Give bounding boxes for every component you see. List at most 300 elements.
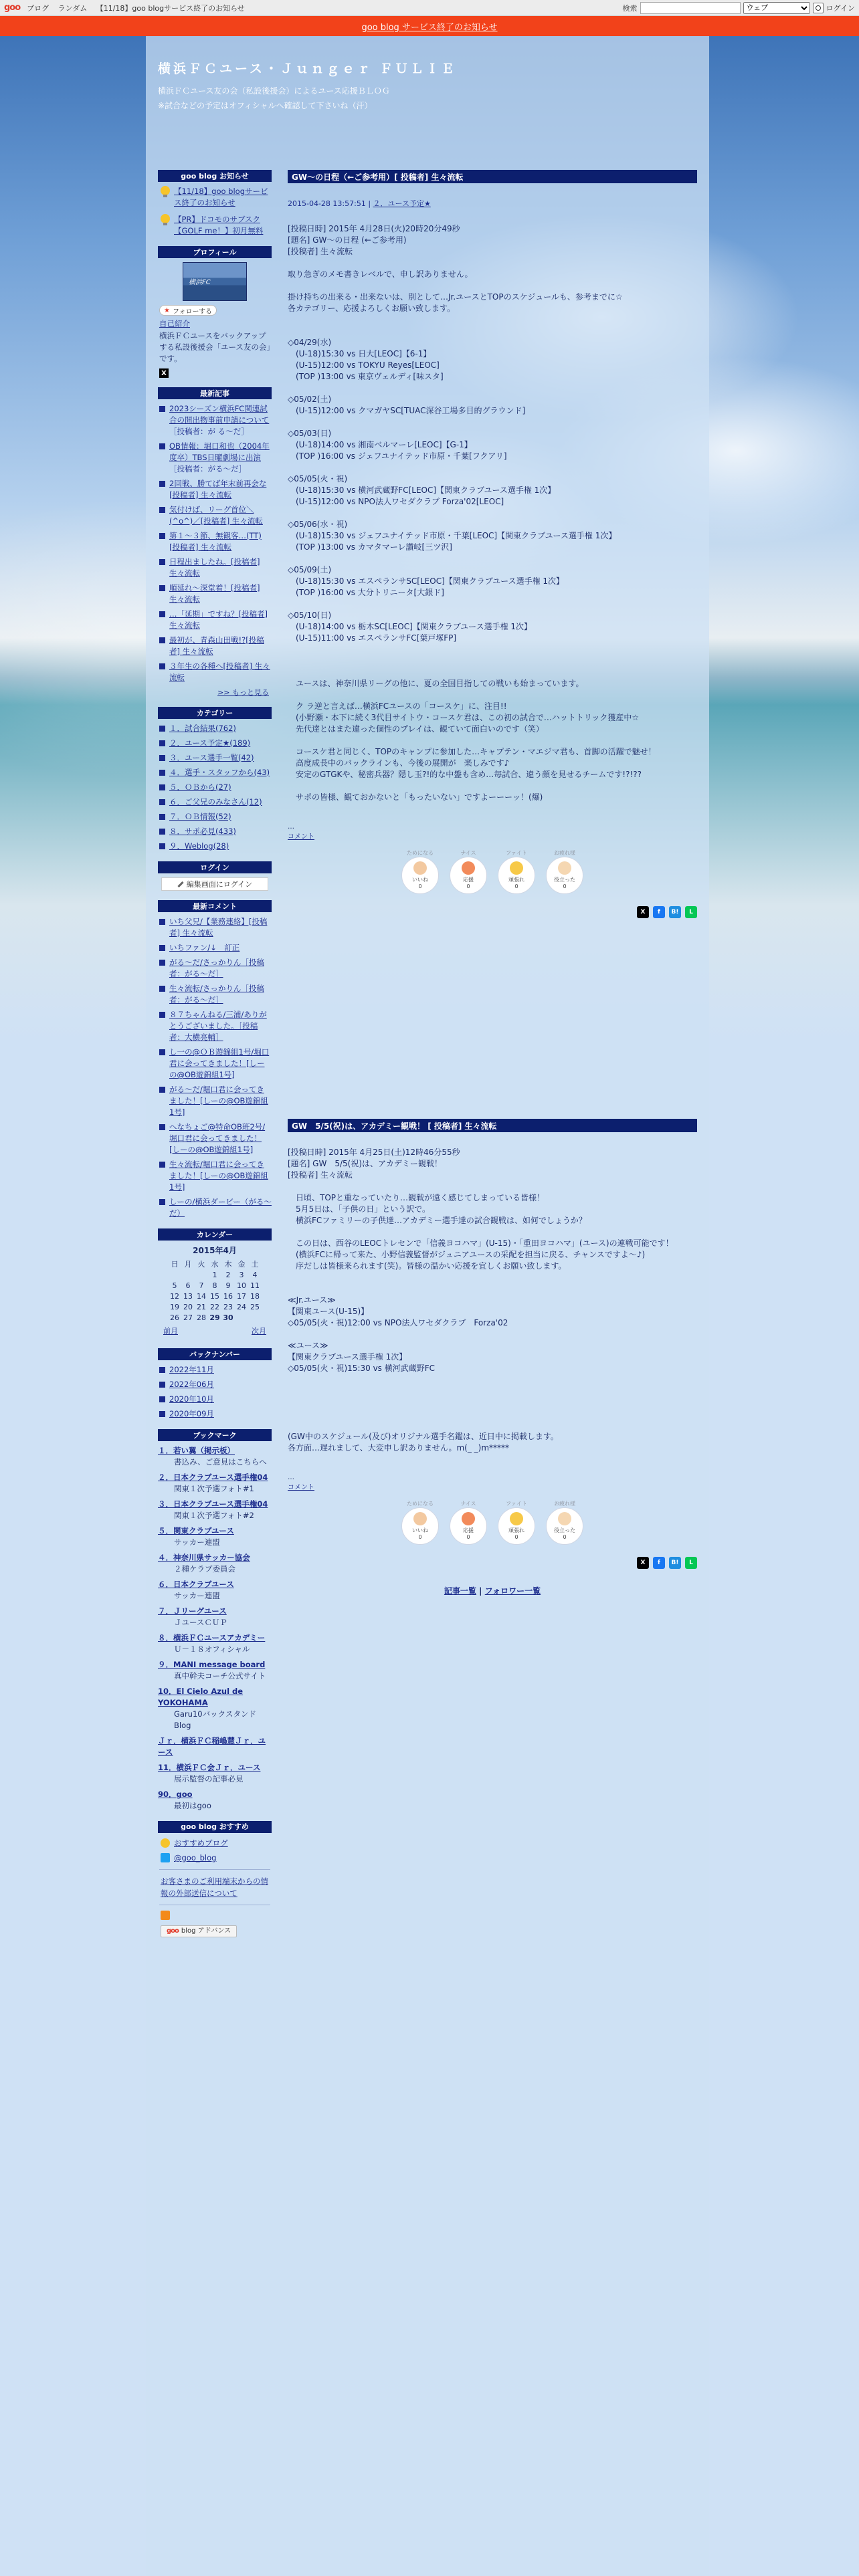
calendar-day: 23	[223, 1302, 233, 1311]
calendar-weekday: 土	[251, 1260, 259, 1269]
calendar-day: 19	[170, 1302, 179, 1311]
bookmark-desc: 最初はgoo	[174, 1801, 211, 1810]
comment-link[interactable]: ８７ちゃんねる/三浦/ありがとうございました。［投稿者：大横亮輔］	[169, 1010, 267, 1042]
thumbs-up-icon	[413, 861, 427, 875]
reaction-label: 応援	[463, 877, 474, 883]
calendar-day: 18	[250, 1291, 260, 1301]
calendar-day: 15	[210, 1291, 219, 1301]
recent-post-poster: ［投稿者：がる〜だ］	[169, 464, 246, 473]
square-bullet-icon	[159, 1049, 165, 1055]
bookmark-desc: 関東１次予選フォト#1	[174, 1484, 254, 1493]
reaction-buttons	[288, 850, 697, 894]
calendar-week	[168, 1280, 262, 1291]
megaphone-icon	[462, 861, 475, 875]
calendar-day: 25	[250, 1302, 260, 1311]
calendar-day	[168, 1269, 181, 1280]
calendar-day: 22	[210, 1302, 219, 1311]
rss-icon[interactable]	[161, 1911, 170, 1920]
entry-title[interactable]: GW〜の日程（←ご参考用）[ 投稿者] 生々流転	[288, 170, 697, 183]
entry-footer-dots: …	[288, 823, 294, 831]
bookmark-list	[158, 1445, 272, 1812]
goo-logo-small: goo	[167, 1927, 179, 1935]
calendar-day: 8	[212, 1281, 217, 1290]
goo-recommend-box	[158, 1821, 272, 1937]
backnumber-list	[158, 1364, 272, 1420]
comment-item	[158, 1121, 272, 1156]
square-bullet-icon	[159, 1367, 165, 1373]
square-bullet-icon	[159, 829, 165, 835]
calendar-week	[168, 1312, 262, 1323]
square-bullet-icon	[159, 919, 165, 925]
follower-list-link[interactable]: フォロワー一覧	[484, 1586, 541, 1596]
recent-post-link[interactable]: ３年生の各種ヘ[投稿者] 生々流転	[169, 661, 270, 682]
reaction-hint: お疲れ様	[554, 1501, 575, 1507]
square-bullet-icon	[159, 755, 165, 761]
calendar-day	[248, 1312, 262, 1323]
entry-footer	[288, 823, 697, 841]
square-bullet-icon	[159, 1124, 165, 1130]
star-icon: ★	[164, 306, 170, 314]
square-bullet-icon	[159, 611, 165, 617]
calendar-day: 11	[250, 1281, 260, 1290]
backnumber-heading: バックナンバー	[158, 1348, 272, 1360]
calendar-day: 26	[170, 1313, 179, 1322]
square-bullet-icon	[159, 406, 165, 412]
entry-category-link[interactable]: ２．ユース予定★	[373, 199, 431, 208]
bookmark-link[interactable]: ９．MANI message board	[158, 1660, 266, 1669]
smile-face-icon	[510, 1512, 523, 1525]
profile-heading: プロフィール	[158, 246, 272, 258]
square-bullet-icon	[159, 585, 165, 591]
lightbulb-icon	[161, 214, 170, 223]
reaction-label: 応援	[463, 1527, 474, 1533]
clap-icon	[558, 861, 571, 875]
entry-date: 2015-04-28 13:57:51	[288, 199, 366, 208]
bookmark-desc: 関東１次予選フォト#2	[174, 1511, 254, 1520]
search-label: 検索	[622, 3, 638, 13]
goo-recommend-heading: goo blog おすすめ	[158, 1821, 272, 1833]
recent-post-item	[158, 504, 272, 527]
reaction-like-button[interactable]	[401, 850, 439, 894]
bookmark-desc: サッカー連盟	[174, 1591, 220, 1600]
goo-news-item	[161, 186, 272, 209]
thumbs-up-icon	[413, 1512, 427, 1525]
goo-news-heading: goo blog お知らせ	[158, 170, 272, 182]
category-link[interactable]: ９．Weblog(28)	[169, 841, 229, 851]
bookmark-box	[158, 1429, 272, 1812]
profile-name[interactable]: 自己紹介	[159, 319, 190, 328]
square-bullet-icon	[159, 843, 165, 849]
profile-image[interactable]	[183, 262, 247, 301]
bookmark-desc: 書込み、ご意見はこちらへ	[174, 1457, 267, 1467]
square-bullet-icon	[159, 770, 165, 776]
profile-text: 横浜ＦＣユースをバックアップする私設後援会「ユース友の会」です。	[159, 331, 271, 363]
bookmark-item	[158, 1525, 272, 1548]
bookmark-link[interactable]: ６．日本クラブユース	[158, 1580, 234, 1589]
entry-meta: 2015-04-28 13:57:51 | ２．ユース予定★	[288, 199, 431, 208]
topbar-search	[623, 2, 855, 14]
square-bullet-icon	[159, 637, 165, 643]
lightbulb-icon	[161, 186, 170, 195]
recommend-blog-link[interactable]: おすすめブログ	[174, 1838, 228, 1848]
bookmark-desc: サッカー連盟	[174, 1537, 220, 1547]
hatena-share-icon[interactable]: B!	[669, 906, 681, 918]
bookmark-item	[158, 1632, 272, 1655]
recent-comments-list	[158, 916, 272, 1219]
recent-posts-list	[158, 403, 272, 683]
calendar-day: 7	[199, 1281, 204, 1290]
calendar-day: 21	[197, 1302, 206, 1311]
facebook-share-icon[interactable]: f	[653, 906, 665, 918]
bookmark-item	[158, 1606, 272, 1628]
reaction-count: 0	[514, 883, 518, 889]
calendar-nav	[158, 1323, 272, 1339]
reaction-count: 0	[563, 883, 567, 889]
recent-post-item	[158, 635, 272, 657]
recent-post-item	[158, 661, 272, 683]
calendar-weekday: 金	[237, 1260, 246, 1269]
smile-face-icon	[510, 861, 523, 875]
bookmark-desc: 展示監督の記事必見	[174, 1774, 244, 1784]
recent-post-link[interactable]: 2023シーズン横浜FC関連試合の開出物事前申請について	[169, 404, 270, 425]
blog-entry	[288, 1119, 697, 1569]
topbar-nav	[27, 3, 252, 13]
x-logo-icon[interactable]: X	[159, 368, 169, 378]
reaction-like-button[interactable]	[401, 1501, 439, 1545]
comment-link[interactable]: 生々流転/堀口君に会ってきました！[しーの@OB遊錦組1号]	[169, 1160, 268, 1192]
square-bullet-icon	[159, 1199, 165, 1205]
comment-link[interactable]: がる〜だ/堀口君に会ってきました！[しーの@OB遊錦組1号]	[169, 1085, 268, 1117]
calendar-week	[168, 1291, 262, 1301]
calendar-prev-link[interactable]: 前月	[163, 1327, 178, 1335]
reaction-label: 役立った	[554, 877, 575, 883]
category-item	[158, 841, 272, 852]
calendar-day: 12	[170, 1291, 179, 1301]
category-link[interactable]: ７．ＯＢ情報(52)	[169, 812, 231, 821]
comment-item	[158, 1009, 272, 1043]
topbar-nav-blog[interactable]: ブログ	[27, 3, 50, 13]
reaction-count: 0	[563, 1534, 567, 1540]
reaction-cheer-button[interactable]	[450, 1501, 487, 1545]
reaction-buttons	[288, 1501, 697, 1545]
reaction-cheer-button[interactable]	[450, 850, 487, 894]
recent-post-link[interactable]: 気付けば、リーグ首位＼(^o^)／[投稿者] 生々流転	[169, 505, 263, 526]
reaction-hint: ファイト	[506, 850, 527, 856]
calendar-day: 28	[197, 1313, 206, 1322]
calendar-weekday-row	[168, 1259, 262, 1269]
bookmark-link[interactable]: ５．関東クラブユース	[158, 1526, 234, 1535]
backnumber-box	[158, 1348, 272, 1420]
recent-posts-heading: 最新記事	[158, 387, 272, 399]
reaction-fight-button[interactable]	[498, 1501, 535, 1545]
hatena-share-icon[interactable]: B!	[669, 1557, 681, 1569]
recommend-divider	[159, 1869, 270, 1870]
bookmark-desc: ２種ケラブ委員会	[174, 1564, 235, 1574]
calendar-day: 1	[212, 1270, 217, 1279]
search-input[interactable]	[640, 2, 741, 14]
main-content	[288, 170, 697, 1596]
bookmark-desc: Ｕ－１８オフィシャル	[174, 1644, 250, 1654]
editor-login-label: 編集画面にログイン	[186, 880, 253, 889]
calendar-day: 13	[183, 1291, 193, 1301]
calendar-day: 16	[223, 1291, 233, 1301]
bookmark-item	[158, 1686, 272, 1731]
calendar-weekday: 日	[171, 1260, 179, 1269]
bookmark-link[interactable]: ８．横浜ＦＣユースアカデミー	[158, 1633, 266, 1642]
editor-login-button[interactable]	[161, 877, 268, 891]
recent-post-poster: ［投稿者：が る〜だ］	[169, 427, 249, 436]
recent-post-item	[158, 609, 272, 631]
reaction-hint: ためになる	[407, 850, 434, 856]
category-item	[158, 738, 272, 749]
category-item	[158, 811, 272, 823]
recent-post-item	[158, 582, 272, 605]
bookmark-link[interactable]: ７．Ｊリーグユース	[158, 1606, 227, 1616]
square-bullet-icon	[159, 740, 165, 746]
reaction-fight-button[interactable]	[498, 850, 535, 894]
entry-list-link[interactable]: 記事一覧	[444, 1586, 476, 1596]
entry-body: [投稿日時] 2015年 4月28日(火)20時20分49秒 [題名] GW〜の日程 (←ご参考用) [投稿者] 生々流転 取り急ぎのメモ書きレベルで、申し訳ありません。 掛け持ちの出来る・出来ないは、別として…Jr.ユースとTOPのスケジュールも、参考までに☆ 各カテゴリー、応援よろしくお願い致します。 ◇04/29(水) (U-18)15:30 vs 日大[LEOC]【6-1】 (U-15)12:00 vs TOKYU Reyes[LEOC] (TOP )13:00 vs 東京ヴェルディ[味スタ] ◇05/02(土) (U-15)12:00 vs クマガヤSC[TUAC深谷工場多目的グラウンド] ◇05/03(日) (U-18)14:00 vs 湘南ベルマーレ[LEOC]【G-1】 (TOP )16:00 vs ジェフユナイテッド市原・千葉[フクアリ] ◇05/05(火・祝) (U-18)15:30 vs 横河武蔵野FC[LEOC]【関東クラブユース選手権 1次】 (U-15)12:00 vs NPO法人ワセダクラブ Forza'02[LEOC] ◇05/06(水・祝) (U-18)15:30 vs ジェフユナイテッド市原・千葉[LEOC]【関東クラブユース選手権 1次】 (TOP )13:00 vs カマタマーレ讃岐[三ツ沢] ◇05/09(土) (U-18)15:30 vs エスペランサSC[LEOC]【関東クラブユース選手権 1次】 (TOP )16:00 vs 大分トリニータ[大銀ド] ◇05/10(日) (U-18)14:00 vs 栃木SC[LEOC]【関東クラブユース選手権 1次】 (U-15)11:00 vs エスペランサFC[葉戸塚FP] ユースは、神奈川県リーグの他に、夏の全国目指しての戦いも始まっています。 ク ラ逆と言えば…横浜FCユースの「コースケ」に、注目!! (小野瀬・本下に続く3代目サイトウ・コースケ君は、この初の試合で…ハットトリック獲産中☆ 先代達とはまた違った個性のプレイは、観ていて面白いのです（笑） コースケ君と同じく、TOPのキャンプに参加した…キャプテン・マエジマ君も、首脚の活躍で魅せ！ 高度成長中のバックラインも、今後の展開が 楽しみです♪ 安定のGTGKや、秘密兵器？隠し玉?!的な中盤も含め…毎試合、違う顔を見せるチームです!?!?? サポの皆様、観ておかないと「もったいない」ですよーーーッ！(爆)	[288, 224, 656, 802]
bookmark-item	[158, 1659, 272, 1682]
bookmark-item	[158, 1579, 272, 1602]
calendar-week	[168, 1301, 262, 1312]
comment-link[interactable]: へなちょご@特命OB班2号/堀口君に会ってきました！[しーの@OB遊錦組1号]	[169, 1122, 266, 1154]
blog-description	[158, 84, 457, 113]
recent-more-link[interactable]: >> もっと見る	[217, 688, 269, 697]
backnumber-link[interactable]: 2022年11月	[169, 1365, 214, 1374]
calendar-day: 20	[183, 1302, 193, 1311]
square-bullet-icon	[159, 533, 165, 539]
entry-footer	[288, 1474, 697, 1491]
comment-item	[158, 942, 272, 954]
bookmark-link[interactable]: 90．goo	[158, 1790, 193, 1799]
goo-news-box	[158, 170, 272, 237]
bookmark-item	[158, 1735, 272, 1758]
category-link[interactable]: ６．ご父兄のみなさん(12)	[169, 797, 262, 807]
category-item	[158, 723, 272, 734]
calendar-day: 3	[239, 1270, 244, 1279]
square-bullet-icon	[159, 784, 165, 790]
comment-item	[158, 1084, 272, 1118]
calendar-day: 17	[237, 1291, 246, 1301]
recommend-twitter-row	[161, 1852, 272, 1864]
reaction-hint: ためになる	[407, 1501, 434, 1507]
calendar-day: 27	[183, 1313, 193, 1322]
facebook-share-icon[interactable]: f	[653, 1557, 665, 1569]
goo-blog-advance-button[interactable]	[161, 1925, 237, 1937]
comment-item	[158, 1196, 272, 1219]
profile-box	[158, 246, 272, 378]
square-bullet-icon	[159, 1012, 165, 1018]
category-link[interactable]: １．試合結果(762)	[169, 724, 236, 733]
line-share-icon[interactable]: L	[685, 1557, 697, 1569]
twitter-icon	[161, 1853, 170, 1862]
calendar-grid	[168, 1259, 262, 1323]
pager	[288, 1585, 697, 1596]
square-bullet-icon	[159, 945, 165, 951]
reaction-label: 頑張れ	[508, 877, 524, 883]
external-transmission-link[interactable]: お客さまのご利用端末からの情報の外部送信について	[161, 1876, 268, 1898]
search-icon[interactable]	[813, 3, 824, 13]
comment-link[interactable]: しーの/横浜ダービー（がる〜だ）	[169, 1197, 272, 1218]
login-box	[158, 861, 272, 891]
reaction-count: 0	[418, 883, 422, 889]
x-share-icon[interactable]: X	[637, 1557, 649, 1569]
backnumber-item	[158, 1364, 272, 1376]
bookmark-link[interactable]: 10．El Cielo Azul de YOKOHAMA	[158, 1687, 244, 1707]
follow-button[interactable]	[159, 305, 217, 316]
bookmark-item	[158, 1789, 272, 1812]
entry-comment-link[interactable]: コメント	[288, 833, 314, 841]
entry-body: [投稿日時] 2015年 4月25日(土)12時46分55秒 [題名] GW 5/5(祝)は、アカデミー観戦！ [投稿者] 生々流転 日頃、TOPと重なっていたり…観戦が遠く感じてしまっている皆様！ 5月5日は、「子供の日」という訳で。 横浜FCファミリーの子供達…アカデミー選手達の試合観戦は、如何でしょうか？ この日は、西谷のLEOCトレセンで「信義ヨコハマ」(U-15)・「重田ヨコハマ」(ユース)の連戦可能です！ (横浜FCに帰って来た、小野信義監督がジュニアユースの采配を担当に戻る、チャンスですよ〜♪) 序だしは皆様来られます(笑)。皆様の温かい応援を宜しくお願い致します。 ≪Jr.ユース≫ 【関東ユース(U-15)】 ◇05/05(火・祝)12:00 vs NPO法人ワセダクラブ Forza'02 ≪ユース≫ 【関東クラブユース選手権 1次】 ◇05/05(火・祝)15:30 vs 横河武蔵野FC (GW中のスケジュール(及び)オリジナル選手名鑑は、近日中に掲載します。 各方面…遅れまして、大変申し訳ありません。m(_ _)m*****	[288, 1148, 674, 1453]
square-bullet-icon	[159, 799, 165, 805]
line-share-icon[interactable]: L	[685, 906, 697, 918]
square-bullet-icon	[159, 559, 165, 565]
category-list	[158, 723, 272, 852]
calendar-day	[181, 1269, 195, 1280]
calendar-day: 24	[237, 1302, 246, 1311]
comment-item	[158, 983, 272, 1006]
pencil-icon	[177, 881, 183, 887]
reaction-count: 0	[466, 1534, 470, 1540]
reaction-useful-button[interactable]	[546, 1501, 583, 1545]
goo-logo[interactable]: goo	[4, 3, 21, 13]
recent-post-link[interactable]: 第１〜３節、無観客…(TT)[投稿者] 生々流転	[169, 531, 262, 552]
entry-comment-link[interactable]: コメント	[288, 1484, 314, 1491]
goo-news-item	[161, 214, 272, 237]
bookmark-desc: 真中幹夫コーチ公式サイト	[174, 1671, 266, 1681]
entry-title[interactable]: GW 5/5(祝)は、アカデミー観戦！ [ 投稿者] 生々流転	[288, 1119, 697, 1132]
bookmark-item	[158, 1445, 272, 1468]
calendar-day	[235, 1312, 248, 1323]
calendar-day	[195, 1269, 208, 1280]
share-buttons	[288, 1557, 697, 1569]
square-bullet-icon	[159, 1396, 165, 1402]
calendar-month: 2015年4月	[193, 1246, 237, 1255]
backnumber-link[interactable]: 2022年06月	[169, 1380, 214, 1389]
x-share-icon[interactable]: X	[637, 906, 649, 918]
comment-link[interactable]: いち父兄/【業務連絡】[投稿者] 生々流転	[169, 917, 268, 938]
recent-post-link[interactable]: 最初が、青森山田戦!?[投稿者] 生々流転	[169, 635, 264, 656]
square-bullet-icon	[159, 481, 165, 487]
recent-post-item	[158, 403, 272, 437]
backnumber-item	[158, 1379, 272, 1390]
square-bullet-icon	[159, 663, 165, 669]
calendar-day: 4	[252, 1270, 258, 1279]
blog-header	[158, 59, 457, 113]
profile-image-caption: 横浜FC	[189, 279, 211, 286]
topbar-nav-random[interactable]: ランダム	[58, 3, 88, 13]
reaction-useful-button[interactable]	[546, 850, 583, 894]
square-bullet-icon	[159, 1382, 165, 1388]
calendar-heading: カレンダー	[158, 1228, 272, 1241]
bookmark-desc: ＪユースＣＵＰ	[174, 1618, 227, 1627]
square-bullet-icon	[159, 814, 165, 820]
backnumber-link[interactable]: 2020年10月	[169, 1394, 214, 1404]
bookmark-link[interactable]: １．若い翼（掲示板）	[158, 1446, 235, 1455]
comment-link[interactable]: いちファン/↓ 訂正	[169, 943, 240, 952]
square-bullet-icon	[159, 507, 165, 513]
recent-post-link[interactable]: …「延期」ですね？[投稿者] 生々流転	[169, 609, 268, 630]
category-item	[158, 826, 272, 837]
recommend-blog-row	[161, 1837, 272, 1849]
service-end-notice-link[interactable]: goo blog サービス終了のお知らせ	[361, 22, 498, 33]
bookmark-link[interactable]: 11．横浜ＦＣ会Ｊｒ．ユース	[158, 1763, 261, 1772]
recent-comments-box	[158, 900, 272, 1219]
square-bullet-icon	[159, 1411, 165, 1417]
reaction-hint: ファイト	[506, 1501, 527, 1507]
recent-post-item	[158, 441, 272, 475]
reaction-count: 0	[418, 1534, 422, 1540]
calendar-day-active[interactable]: 29	[209, 1313, 220, 1322]
blog-title[interactable]: 横浜ＦＣユース・Ｊｕｎｇｅｒ ＦＵＬＩＥ	[158, 62, 457, 76]
calendar-next-link[interactable]: 次月	[252, 1327, 266, 1335]
recommend-twitter-link[interactable]: @goo_blog	[174, 1853, 217, 1862]
backnumber-link[interactable]: 2020年09月	[169, 1409, 214, 1418]
calendar-day-active[interactable]: 30	[223, 1313, 233, 1322]
reaction-label: 役立った	[554, 1527, 575, 1533]
login-link[interactable]: ログイン	[826, 3, 855, 13]
search-scope-select[interactable]	[743, 2, 810, 14]
bookmark-item	[158, 1472, 272, 1495]
category-link[interactable]: ４．選手・スタッフから(43)	[169, 768, 270, 777]
comment-item	[158, 1047, 272, 1081]
category-link[interactable]: ５．ＯＢから(27)	[169, 782, 231, 792]
topbar-nav-notice[interactable]: 【11/18】goo blogサービス終了のお知らせ	[96, 3, 245, 13]
bookmark-link[interactable]: ３．日本クラブユース選手権04	[158, 1499, 268, 1509]
recent-post-link[interactable]: 順延れ〜深堂着！[投稿者] 生々流転	[169, 583, 260, 604]
reaction-hint: ナイス	[460, 1501, 476, 1507]
category-link[interactable]: ３．ユース選手一覧(42)	[169, 753, 254, 762]
blog-description-line-1: 横浜ＦＣユース友の会（私設後援会）によるユース応援ＢＬＯＧ	[158, 86, 390, 96]
comment-link[interactable]: 生々流転/さっかりん［投稿者：がる〜だ］	[169, 984, 264, 1004]
blog-page	[0, 36, 859, 2576]
comment-item	[158, 1159, 272, 1193]
calendar-week	[168, 1269, 262, 1280]
square-bullet-icon	[159, 443, 165, 449]
calendar-day: 5	[172, 1281, 177, 1290]
goo-news-link[interactable]: 【PR】ドコモのサブスク【GOLF me！】初月無料	[174, 215, 264, 235]
square-bullet-icon	[159, 726, 165, 732]
bookmark-link[interactable]: Ｊｒ．横浜ＦＣ稲嶋慧Ｊｒ．ユース	[158, 1736, 266, 1757]
sidebar	[158, 170, 272, 1947]
calendar-box	[158, 1228, 272, 1339]
bookmark-link[interactable]: ２．日本クラブユース選手権04	[158, 1473, 268, 1482]
category-link[interactable]: ２．ユース予定★(189)	[169, 738, 251, 748]
goo-news-link[interactable]: 【11/18】goo blogサービス終了のお知らせ	[174, 187, 268, 207]
comment-link[interactable]: し一の@ＯＢ遊錦組1号/堀口君に会ってきました！[しーの@OB遊錦組1号]	[169, 1047, 270, 1079]
bookmark-link[interactable]: ４．神奈川県サッカー協会	[158, 1553, 250, 1562]
recent-post-link[interactable]: 2回戦、勝てば年末前再会な[投稿者] 生々流転	[169, 479, 267, 500]
square-bullet-icon	[159, 986, 165, 992]
recent-posts-box	[158, 387, 272, 697]
reaction-count: 0	[466, 883, 470, 889]
goo-topbar	[0, 0, 859, 16]
calendar-day: 14	[197, 1291, 206, 1301]
clap-icon	[558, 1512, 571, 1525]
calendar-day: 2	[225, 1270, 231, 1279]
comment-item	[158, 957, 272, 980]
bookmark-desc: Garu10バックスタンドBlog	[174, 1709, 256, 1730]
recent-post-link[interactable]: OB情報：堀口和也（2004年度卒）TBS日曜劇場に出演	[169, 441, 270, 462]
category-link[interactable]: ８．サポ必見(433)	[169, 827, 236, 836]
comment-link[interactable]: がる〜だ/さっかりん［投稿者：がる〜だ］	[169, 958, 264, 978]
comment-item	[158, 916, 272, 939]
reaction-label: 頑張れ	[508, 1527, 524, 1533]
service-end-notice	[0, 16, 859, 36]
recent-post-link[interactable]: 日程出ましたね。[投稿者] 生々流転	[169, 557, 260, 578]
calendar-weekday: 水	[211, 1260, 219, 1269]
